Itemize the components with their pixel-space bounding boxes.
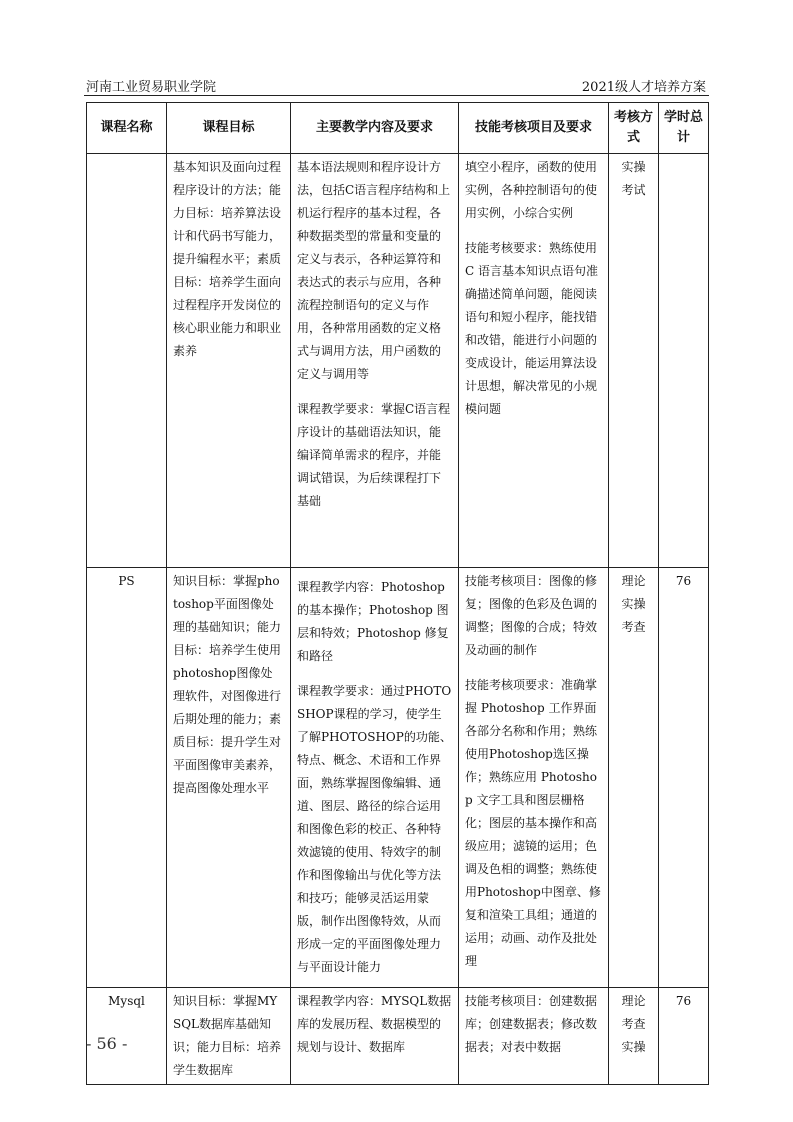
table-header-row	[87, 103, 709, 154]
content-paragraph: 课程教学要求：通过PHOTOSHOP课程的学习，使学生了解PHOTOSHOP的功能、特点、概念、术语和工作界面，熟练掌握图像编辑、通道、图层、路径的综合运用和图像色彩的校正、各种特效滤镜的使用、特效字的制作和图像输出与优化等方法和技巧；能够灵活运用蒙版，制作出图像特效，从而形成一定的平面图像处理力与平面设计能力	[297, 684, 452, 974]
skill-assessment-cell	[459, 568, 609, 988]
content-paragraph: 基本语法规则和程序设计方法，包括C语言程序结构和上机运行程序的基本过程，各种数据类型的常量和变量的定义与表示，各种运算符和表达式的表示与应用，各种流程控制语句的定义与作用，各种常用函数的定义格式与调用方法，用户函数的定义与调用等	[297, 160, 451, 381]
column-header-course-name: 课程名称	[87, 103, 167, 154]
course-table	[86, 102, 709, 1085]
page-number: - 56 -	[86, 1034, 128, 1053]
skill-paragraph: 技能考核项目：创建数据库；创建数据表；修改数据表；对表中数据	[465, 994, 598, 1054]
skill-paragraph: 填空小程序，函数的使用实例，各种控制语句的使用实例，小综合实例	[465, 160, 598, 220]
skill-paragraph: 技能考核项目：图像的修复；图像的色彩及色调的调整；图像的合成；特效及动画的制作	[465, 574, 598, 657]
course-goal-cell: 知识目标：掌握photoshop平面图像处理的基础知识；能力目标：培养学生使用photoshop图像处理软件，对图像进行后期处理的能力；素质目标：提升学生对平面图像审美素养，提高图像处理水平	[167, 568, 291, 988]
total-hours-cell: 76	[659, 988, 709, 1085]
method-line: 考查	[621, 1017, 646, 1031]
course-goal-cell: 基本知识及面向过程程序设计的方法；能力目标：培养算法设计和代码书写能力，提升编程水平；素质目标：培养学生面向过程程序开发岗位的核心职业能力和职业素养	[167, 154, 291, 568]
skill-paragraph: 技能考核项要求：准确掌握 Photoshop 工作界面各部分名称和作用；熟练使用Photoshop选区操作；熟练应用 Photoshop 文字工具和图层栅格化；图层的基本操作和高级应用；滤镜的运用；色调及色相的调整；熟练使用Photoshop中图章、修复和渲染工具组；通道的运用；动画、动作及批处理	[465, 678, 601, 968]
table-row	[87, 154, 709, 568]
total-hours-cell: 76	[659, 568, 709, 988]
method-line: 实操	[621, 597, 646, 611]
method-line: 实操	[621, 160, 646, 174]
course-name-cell: Mysql	[87, 988, 167, 1085]
method-line: 实操	[621, 1040, 646, 1054]
teaching-content-cell	[291, 988, 459, 1085]
method-line: 考查	[621, 620, 646, 634]
content-paragraph: 课程教学内容：MYSQL数据库的发展历程、数据模型的规划与设计、数据库	[297, 994, 452, 1054]
column-header-skill-assessment: 技能考核项目及要求	[459, 103, 609, 154]
header-divider	[84, 95, 709, 96]
content-paragraph: 课程教学要求：掌握C语言程序设计的基础语法知识，能编译简单需求的程序，并能调试错误，为后续课程打下基础	[297, 402, 451, 508]
total-hours-cell	[659, 154, 709, 568]
assessment-method-cell	[609, 568, 659, 988]
column-header-course-goal: 课程目标	[167, 103, 291, 154]
method-line: 理论	[621, 994, 646, 1008]
course-name-cell	[87, 154, 167, 568]
table-row	[87, 988, 709, 1085]
skill-assessment-cell	[459, 154, 609, 568]
course-goal-cell: 知识目标：掌握MYSQL数据库基础知识；能力目标：培养学生数据库	[167, 988, 291, 1085]
column-header-total-hours: 学时总计	[659, 103, 709, 154]
content-paragraph: 课程教学内容：Photoshop 的基本操作；Photoshop 图层和特效；Photoshop 修复和路径	[297, 580, 449, 663]
header-document-title: 2021级人才培养方案	[581, 80, 706, 95]
table-row	[87, 568, 709, 988]
skill-assessment-cell	[459, 988, 609, 1085]
skill-paragraph: 技能考核要求：熟练使用 C 语言基本知识点语句准确描述简单问题，能阅读语句和短小程序，能找错和改错，能进行小问题的变成设计，能运用算法设计思想，解决常见的小规模问题	[465, 241, 598, 416]
column-header-assessment-method: 考核方式	[609, 103, 659, 154]
assessment-method-cell	[609, 988, 659, 1085]
method-line: 考试	[621, 183, 646, 197]
column-header-teaching-content: 主要教学内容及要求	[291, 103, 459, 154]
assessment-method-cell	[609, 154, 659, 568]
teaching-content-cell	[291, 154, 459, 568]
method-line: 理论	[621, 574, 646, 588]
teaching-content-cell	[291, 568, 459, 988]
course-name-cell: PS	[87, 568, 167, 988]
header-institution: 河南工业贸易职业学院	[86, 80, 217, 95]
